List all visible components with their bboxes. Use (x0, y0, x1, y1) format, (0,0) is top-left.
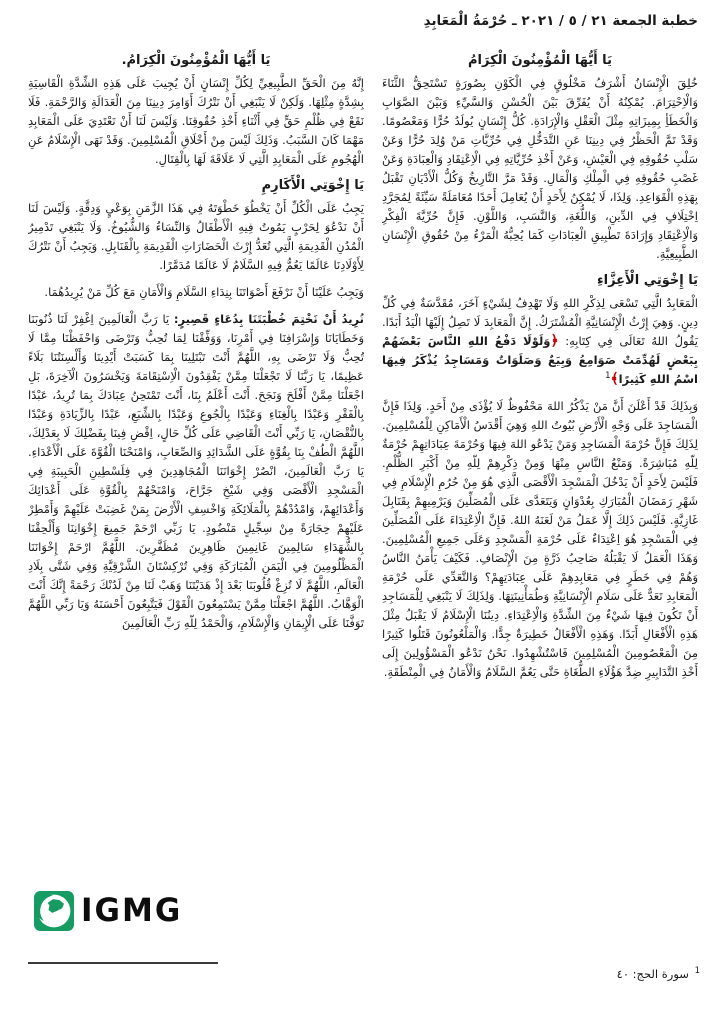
heading-dear-brothers: يَا إِخْوَتِي الْأَعِزَّاءِ (596, 273, 698, 288)
heading-honorable-brothers: يَا إِخْوَتِي الْأَكَارِمِ (261, 178, 364, 193)
paragraph-sanctity-of-temples (382, 294, 698, 389)
column-right (382, 44, 698, 690)
paragraph-act-with-awareness: يَجِبُ عَلَى الْكُلِّ أَنْ يَخْطُوَ خَطْوَتَهُ فِي هَذَا الزَّمَنِ بِوَعْيٍ وَدِقَّةٍ. وَلَيْسَ لَنَا أَنْ نَدْعُوَ لِحَرْبٍ يَمُوتُ فِيهِ الْأَطْفَالُ وَالنِّسَاءُ وَالشُّيُوخُ. وَلَا يَنْبَغِي تَدْمِيرُ الْمُدُنِ الْقَدِيمَةِ الَّتِي تُعَدُّ إِرْثَ الْحَضَارَاتِ الْقَدِيمَةِ بِالْقَنَابِلِ. وَيَجِبُ أَنْ نَتْرُكَ لِأَوْلَادِنَا عَالَمًا يَعُمُّ فِيهِ السَّلَامُ لَا عَالَمًا مُدَمَّرًا. (28, 201, 364, 272)
heading-o-believers-2: يَا أَيُّهَا الْمُؤْمِنُونَ الْكِرَامُ. (121, 53, 271, 68)
heading-o-believers: يَا أَيُّهَا الْمُؤْمِنُونَ الْكِرَامُ (468, 53, 612, 68)
paragraph-human-dignity: خُلِقَ الْإِنْسَانُ أَشْرَفُ مَخْلُوقٍ فِي الْكَوْنِ بِصُورَةٍ تَسْتَحِقُّ الثَّنَاءَ وَالْاِحْتِرَامَ. يُمْكِنُهُ أَنْ يُفَرِّقَ بَيْنَ الْحُسْنِ وَالسَّيِّءِ وَبَيْنَ الصَّوَابِ وَالْخَطَأِ بِمِيزَاتِهِ مِثْلَ الْعَقْلِ وَالْإِرَادَةِ. كُلُّ إِنْسَانٍ يُولَدُ حُرًّا وَمَعْصُومًا. وَقَدْ تَمَّ الْحَظْرُ فِي دِينِنَا عَنِ التَّدَخُّلِ فِي حُرِّيَّاتِ مَنْ وُلِدَ حُرًّا وَعَنْ سَلْبِ حُقُوقِهِ فِي الْعَيْشِ، وَعَنْ أَخْذِ حُرِّيَّاتِهِ فِي الْاِعْتِقَادِ وَالْعِبَادَةِ وَعَنْ غَصْبِ حُقُوقِهِ فِي الْمِلْكِ وَالْمَالِ. وَقَدْ مَرَّ التَّارِيخُ وَكُلُّ الْأَدْيَانِ تَقْبَلُ بِهَذِهِ الْقَوَاعِدِ. وَلِذَا، لَا يُمْكِنُ لِأَحَدٍ أَنْ يُعَامِلَ أَحَدًا مُعَامَلَةً سَيِّئَةً لِمُجَرَّدِ اِخْتِلَافٍ فِي الدِّينِ، وَاللُّغَةِ، وَالنَّسَبِ، وَاللَّوْنِ. فَإِنَّ حُرِّيَّةَ الْفِكْرِ وَالْاِعْتِقَادِ وَإِرَادَةَ تَطْبِيقِ الْعِبَادَاتِ كَمَا يُحِبُّهُ الْمَرْءُ مِنْ حُقُوقِ الْإِنْسَانِ الطَّبِيعِيَّةِ. (382, 76, 698, 261)
footnote-reference: 1 (605, 371, 611, 382)
igmg-crescent-emblem-icon (34, 891, 74, 931)
dua-body-text: يَا رَبَّ الْعَالَمِينَ اِغْفِرْ لَنَا ذُنُوبَنَا وَخَطَايَانَا وَإِسْرَافِنَا فِي أَمْرِنَا، وَوَفِّقْنَا لِمَا تُحِبُّ وَتَرْضَى وَاحْفَظْنَا مِمَّا لَا تُحِبُّ وَلَا تَرْضَى بِهِ، اللَّهُمَّ أَنْتَ تَبْتَلِينَا بِمَا كَسَبَتْ أَيْدِينَا وَأَلْسِنَتُنَا بَلَاءً عَظِيمًا، يَا رَبَّنَا لَا تَجْعَلْنَا مِمَّنْ يَفْقِدُونَ الْاِسْتِقَامَةَ وَيَخْسَرُونَ الْآخِرَةَ، بَلِ اجْعَلْنَا مِمَّنْ أَفْلَحَ وَنَجَحَ. أَنْتَ أَعْلَمُ بِنَا، أَنْتَ تَمْتَحِنُ عِبَادَكَ بِمَا تُرِيدُ، عَبْدًا بِالْفَقْرِ وَعَبْدًا بِالْغِنَاءِ وَعَبْدًا بِالْجُوعِ وَعَبْدًا بِالشِّبَعِ، عَبْدًا بِالزِّيَادَةِ وَعَبْدًا بِالنُّقْصَانِ، يَا رَبِّي أَنْتَ الْقَاضِي عَلَى كُلِّ حَالٍ، اِقْضِ فِينَا بِفَضْلِكَ لَا بِعَدْلِكَ، اللَّهُمَّ الْطُفْ بِنَا بِقُوَّةٍ عَلَى الشَّدَائِدِ وَالصِّعَابِ، وَامْنَحْنَا الْقُوَّةَ عَلَى الْأَعْدَاءِ. يَا رَبَّ الْعَالَمِينَ، انْصُرْ إِخْوَانَنَا الْمُجَاهِدِينَ فِي فِلَسْطِينِ الْحَبِيبَةِ فِي الْمَسْجِدِ الْأَقْصَى وَفِي شَيْخِ جَرَّاحَ، وَامْنَحْهُمْ بِالْقُوَّةِ عَلَى أَعْدَائِكَ وَأَعْدَائِهِمْ، وَامْدُدْهُمْ بِالْمَلَائِكَةِ وَاخْسِفِ الْأَرْضَ بِمَنْ غَضِبَتْ عَلَيْهِمْ وَأَمْطِرْ عَلَيْهِمْ حِجَارَةً مِنْ سِجِّيلٍ مَنْضُودٍ. يَا رَبِّي ارْحَمْ جَمِيعَ إِخْوَانِنَا وَأَلْحِقْنَا بِالشُّهَدَاءِ سَالِمِينَ غَانِمِينَ ظَاهِرِينَ مُظَفَّرِينَ. اللَّهُمَّ ارْحَمْ إِخْوَانَنَا الْمَظْلُومِينَ فِي الْيَمَنِ الْمُبَارَكَةِ وَفِي تُرْكِسْتَانَ الشَّرْقِيَّةِ وَفِي شَتَّى بِلَادِ الْعَالَمِ، اللَّهُمَّ لَا تُزِغْ قُلُوبَنَا بَعْدَ إِذْ هَدَيْتَنَا وَهَبْ لَنَا مِنْ لَدُنْكَ رَحْمَةً إِنَّكَ أَنْتَ الْوَهَّابُ. اللَّهُمَّ اجْعَلْنَا مِمَّنْ يَسْتَمِعُونَ الْقَوْلَ فَيَتَّبِعُونَ أَحْسَنَهُ وَيَا رَبِّي اللَّهُمَّ تَوَفَّنَا عَلَى الْإِيمَانِ وَالْإِسْلَامِ، وَالْحَمْدُ لِلّهِ رَبِّ الْعَالَمِينَ (28, 312, 364, 630)
igmg-wordmark: IGMG (81, 892, 183, 930)
verse-close-ornament: ﴾ (610, 371, 619, 387)
dua-intro-label: نُرِيدُ أَنْ نَخْتِمَ خُطْبَتَنَا بِدُعَاءٍ قَصِيرٍ: (173, 312, 364, 326)
footnote-source-text: سورة الحج: ٤٠ (616, 967, 689, 981)
paragraph-mosques-houses-of-god: وَبِذَلِكَ قَدْ أَعْلَنَ أَنَّ مَنْ يَذْكُرُ اللهَ مَحْفُوظٌ لَا يُؤْذَى مِنْ أَحَدٍ. وَلِذَا فَإِنَّ الْمَسَاجِدَ عَلَى وَجْهِ الْأَرْضِ بُيُوتُ اللهِ وَهِيَ أَقْدَسُ الْأَمَاكِنِ لِلْمُسْلِمِينَ. لِذَلِكَ فَإِنَّ حُرْمَةَ الْمَسَاجِدِ وَمَنْ يَدْعُو اللهَ فِيهَا وَحُرْمَةَ عِبَادَاتِهِمْ حُرْمَةٌ لِلّهِ مُبَاشِرَةً. وَمَنْعُ النَّاسِ مِنْهَا وَمِنْ ذِكْرِهِمْ لِلّهِ مِنْ أَكْبَرِ الظُّلْمِ. فَلَيْسَ لِأَحَدٍ أَنْ يَدْخُلَ الْمَسْجِدَ الْأَقْصَى الَّذِي هُوَ مِنْ حُرُمِ الْإِسْلَامِ فِي شَهْرِ رَمَضَانَ الْمُبَارَكِ بِعُدْوَانٍ وَيَتَعَدَّى عَلَى الْمُصَلِّينَ وَيَرْمِيهِمْ بِقَنَابِلَ غَازِيَّةٍ. فَلَيْسَ ذَلِكَ إِلَّا عَمَلُ مَنْ لَعَنَهُ اللهُ. فَإِنَّ الْاِعْتِدَاءَ عَلَى الْمُصَلِّينَ فِي الْمَسْجِدِ هُوَ اِعْتِدَاءٌ عَلَى حُرْمَةِ الْمَسْجِدِ وَعَلَى جَمِيعِ الْمُسْلِمِينَ. وَهَذَا الْعَمَلُ لَا يَقْبَلُهُ صَاحِبُ ذَرَّةٍ مِنَ الْإِنْصَافِ. فَكَيْفَ يَأْمَنُ النَّاسُ وَهُمْ فِي خَطَرٍ فِي مَعَابِدِهِمْ عَلَى عِبَادَتِهِمْ؟ وَالتَّعَدِّي عَلَى حُرْمَةِ الْمَعَابِدِ تَعَدٌّ عَلَى سَلَامِ الْإِنْسَانِيَّةِ وَطُمَأْنِينَتِهَا. وَلِذَلِكَ لَا يَنْبَغِي لِلْمَسَاجِدِ أَنْ تَكُونَ فِيهَا شَيْءٌ مِنَ الشِّدَّةِ وَالْاِعْتِدَاءِ. دِينُنَا الْإِسْلَامُ لَا يَقْبَلُ مِثْلَ هَذِهِ الْأَفْعَالِ أَبَدًا. وَهَذِهِ الْأَفْعَالُ خَطِيرَةٌ جِدًّا. وَالْمَلْعُونُونَ قَتَلُوا كَثِيرًا مِنَ الْمَعْصُومِينَ الْمُسْلِمِينَ فَاسْتُشْهِدُوا. نَحْنُ نَدْعُو الْمَسْؤُولِينَ إِلَى أَخْذِ التَّدَابِيرِ ضِدَّ هَؤُلَاءِ الطُّغَاةِ حَتَّى يَعُمَّ السَّلَامُ وَالْأَمَانُ فِي الْمِنْطَقَةِ. (382, 399, 698, 679)
footnote-separator-line (28, 962, 218, 964)
paragraph-text-before-verse: الْمَعَابِدُ الَّتِي تَسْعَى لِذِكْرِ اللهِ وَلَا تَهْدِفُ لِشَيْءٍ آخَرَ، مُقَدَّسَةٌ فِي كُلِّ دِينٍ. وَهِيَ إِرْثُ الْإِنْسَانِيَّةِ الْمُشْتَرَكُ. إِنَّ الْمَعَابِدَ لَا تَصِلُ إِلَيْهَا الْيَدُ أَبَدًا. يَقُولُ اللهُ تَعَالَى فِي كِتَابِهِ: (382, 296, 698, 348)
footnote-number: 1 (694, 966, 700, 977)
document-title: خطبة الجمعة ٢١ / ٥ / ٢٠٢١ ـ حُرْمَةُ الْمَعَابِدِ (423, 13, 698, 29)
two-column-layout (28, 44, 698, 690)
verse-open-ornament: ﴿ (550, 333, 559, 349)
footnote (617, 967, 700, 981)
igmg-logo (34, 891, 182, 931)
paragraph-closing-dua (28, 310, 364, 633)
paragraph-raise-voices: وَيَجِبُ عَلَيْنَا أَنْ نَرْفَعَ أَصْوَاتَنَا بِنِدَاءِ السَّلَامِ وَالْأَمَانِ مَعَ كُلِّ مَنْ يُرِيدُهُمَا. (44, 285, 364, 299)
column-left (28, 44, 364, 690)
quran-verse-text: وَلَوْلَا دَفْعُ اللهِ النَّاسَ بَعْضَهُمْ بِبَعْضٍ لَهُدِّمَتْ صَوَامِعُ وَبِيَعٌ وَصَلَوَاتٌ وَمَسَاجِدُ يُذْكَرُ فِيهَا اسْمُ اللهِ كَثِيرًا (382, 334, 698, 386)
paragraph-natural-right: إِنَّهُ مِنَ الْحَقِّ الطَّبِيعِيِّ لِكُلِّ إِنْسَانٍ أَنْ يُجِيبَ عَلَى هَذِهِ الشِّدَّةِ الْقَاسِيَةِ بِشِدَّةٍ مِثْلِهَا. وَلَكِنْ لَا يَنْبَغِي أَنْ نَتْرُكَ أَوَامِرَ دِينِنَا مِنَ الْعَدَالَةِ وَالرَّحْمَةِ. فَلَا نَقَعْ فِي ظُلْمِ حَقٍّ فِي أَثْنَاءِ أَخْذِ حُقُوقِنَا. وَلَيْسَ لَنَا أَنْ نَعْتَدِيَ عَلَى الْمَعَابِدِ مَهْمَا كَانَ السَّبَبُ. وَذَلِكَ لَيْسَ مِنْ أَخْلَاقِ الْمُسْلِمِينَ. وَقَدْ نَهَى الْإِسْلَامُ عَنِ الْهُجُومِ عَلَى الْمَعَابِدِ الَّتِي لَا عَلَاقَةَ لَهَا بِالْقِتَالِ. (28, 76, 364, 166)
